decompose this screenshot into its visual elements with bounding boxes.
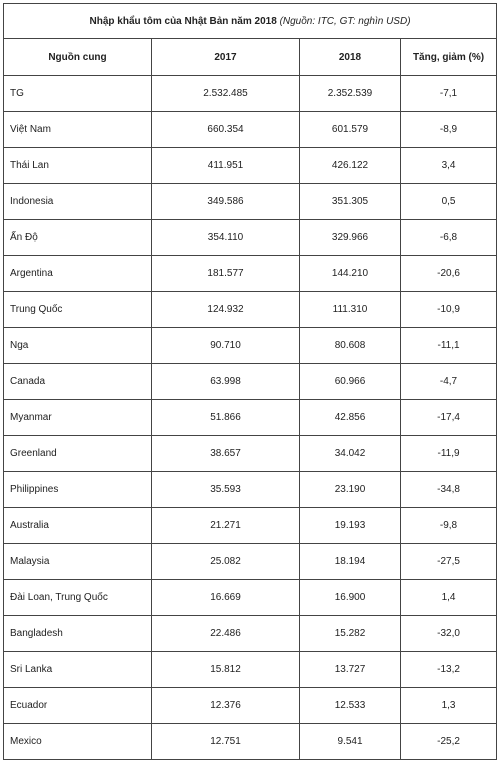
cell-source: Malaysia <box>4 544 152 580</box>
shrimp-import-table-container <box>3 3 496 760</box>
cell-2017: 16.669 <box>152 580 300 616</box>
cell-2018: 601.579 <box>300 112 401 148</box>
table-row <box>4 292 497 328</box>
cell-2018: 34.042 <box>300 436 401 472</box>
cell-2018: 15.282 <box>300 616 401 652</box>
table-caption-row <box>4 4 497 39</box>
header-source: Nguồn cung <box>4 39 152 76</box>
cell-2018: 42.856 <box>300 400 401 436</box>
cell-2018: 144.210 <box>300 256 401 292</box>
table-row <box>4 436 497 472</box>
cell-2018: 80.608 <box>300 328 401 364</box>
cell-source: Việt Nam <box>4 112 152 148</box>
cell-change: -6,8 <box>401 220 497 256</box>
cell-2018: 9.541 <box>300 724 401 760</box>
cell-2017: 51.866 <box>152 400 300 436</box>
cell-2017: 411.951 <box>152 148 300 184</box>
shrimp-import-table <box>3 3 497 760</box>
table-row <box>4 148 497 184</box>
cell-source: Mexico <box>4 724 152 760</box>
cell-2017: 12.376 <box>152 688 300 724</box>
table-row <box>4 400 497 436</box>
cell-change: -7,1 <box>401 76 497 112</box>
cell-2018: 426.122 <box>300 148 401 184</box>
cell-change: -4,7 <box>401 364 497 400</box>
cell-change: -20,6 <box>401 256 497 292</box>
cell-2017: 660.354 <box>152 112 300 148</box>
cell-change: -32,0 <box>401 616 497 652</box>
cell-source: Ấn Độ <box>4 220 152 256</box>
cell-change: -27,5 <box>401 544 497 580</box>
cell-source: Trung Quốc <box>4 292 152 328</box>
cell-source: Nga <box>4 328 152 364</box>
header-2017: 2017 <box>152 39 300 76</box>
cell-2017: 12.751 <box>152 724 300 760</box>
cell-change: 0,5 <box>401 184 497 220</box>
cell-2018: 2.352.539 <box>300 76 401 112</box>
cell-change: -10,9 <box>401 292 497 328</box>
table-row <box>4 184 497 220</box>
table-row <box>4 544 497 580</box>
cell-change: 1,3 <box>401 688 497 724</box>
cell-change: -9,8 <box>401 508 497 544</box>
cell-2018: 111.310 <box>300 292 401 328</box>
cell-source: Australia <box>4 508 152 544</box>
cell-source: Myanmar <box>4 400 152 436</box>
cell-change: 3,4 <box>401 148 497 184</box>
cell-change: 1,4 <box>401 580 497 616</box>
cell-source: Thái Lan <box>4 148 152 184</box>
cell-change: -11,9 <box>401 436 497 472</box>
cell-change: -34,8 <box>401 472 497 508</box>
table-row <box>4 580 497 616</box>
table-row <box>4 112 497 148</box>
table-row <box>4 364 497 400</box>
table-header-row <box>4 39 497 76</box>
cell-2017: 21.271 <box>152 508 300 544</box>
cell-source: Canada <box>4 364 152 400</box>
table-row <box>4 220 497 256</box>
cell-2017: 25.082 <box>152 544 300 580</box>
header-2018: 2018 <box>300 39 401 76</box>
cell-2018: 16.900 <box>300 580 401 616</box>
table-row <box>4 256 497 292</box>
table-row <box>4 508 497 544</box>
table-caption <box>4 4 497 39</box>
header-change: Tăng, giảm (%) <box>401 39 497 76</box>
cell-2018: 12.533 <box>300 688 401 724</box>
cell-2017: 349.586 <box>152 184 300 220</box>
cell-2017: 22.486 <box>152 616 300 652</box>
cell-2017: 63.998 <box>152 364 300 400</box>
table-title: Nhập khẩu tôm của Nhật Bản năm 2018 <box>89 15 277 27</box>
cell-source: TG <box>4 76 152 112</box>
cell-2018: 23.190 <box>300 472 401 508</box>
table-source-note: (Nguồn: ITC, GT: nghìn USD) <box>279 15 411 27</box>
cell-2017: 15.812 <box>152 652 300 688</box>
cell-source: Bangladesh <box>4 616 152 652</box>
cell-2018: 13.727 <box>300 652 401 688</box>
cell-2018: 60.966 <box>300 364 401 400</box>
table-row <box>4 76 497 112</box>
cell-2017: 35.593 <box>152 472 300 508</box>
cell-source: Indonesia <box>4 184 152 220</box>
cell-source: Đài Loan, Trung Quốc <box>4 580 152 616</box>
cell-change: -17,4 <box>401 400 497 436</box>
cell-2018: 19.193 <box>300 508 401 544</box>
cell-2018: 329.966 <box>300 220 401 256</box>
table-row <box>4 724 497 760</box>
table-row <box>4 472 497 508</box>
cell-2018: 351.305 <box>300 184 401 220</box>
cell-change: -13,2 <box>401 652 497 688</box>
cell-2017: 90.710 <box>152 328 300 364</box>
cell-source: Argentina <box>4 256 152 292</box>
cell-change: -25,2 <box>401 724 497 760</box>
cell-source: Greenland <box>4 436 152 472</box>
cell-2017: 38.657 <box>152 436 300 472</box>
cell-2017: 181.577 <box>152 256 300 292</box>
table-row <box>4 616 497 652</box>
cell-2017: 354.110 <box>152 220 300 256</box>
table-row <box>4 652 497 688</box>
cell-2017: 2.532.485 <box>152 76 300 112</box>
table-row <box>4 688 497 724</box>
cell-2017: 124.932 <box>152 292 300 328</box>
cell-source: Sri Lanka <box>4 652 152 688</box>
cell-source: Ecuador <box>4 688 152 724</box>
cell-change: -11,1 <box>401 328 497 364</box>
cell-2018: 18.194 <box>300 544 401 580</box>
table-row <box>4 328 497 364</box>
cell-change: -8,9 <box>401 112 497 148</box>
cell-source: Philippines <box>4 472 152 508</box>
